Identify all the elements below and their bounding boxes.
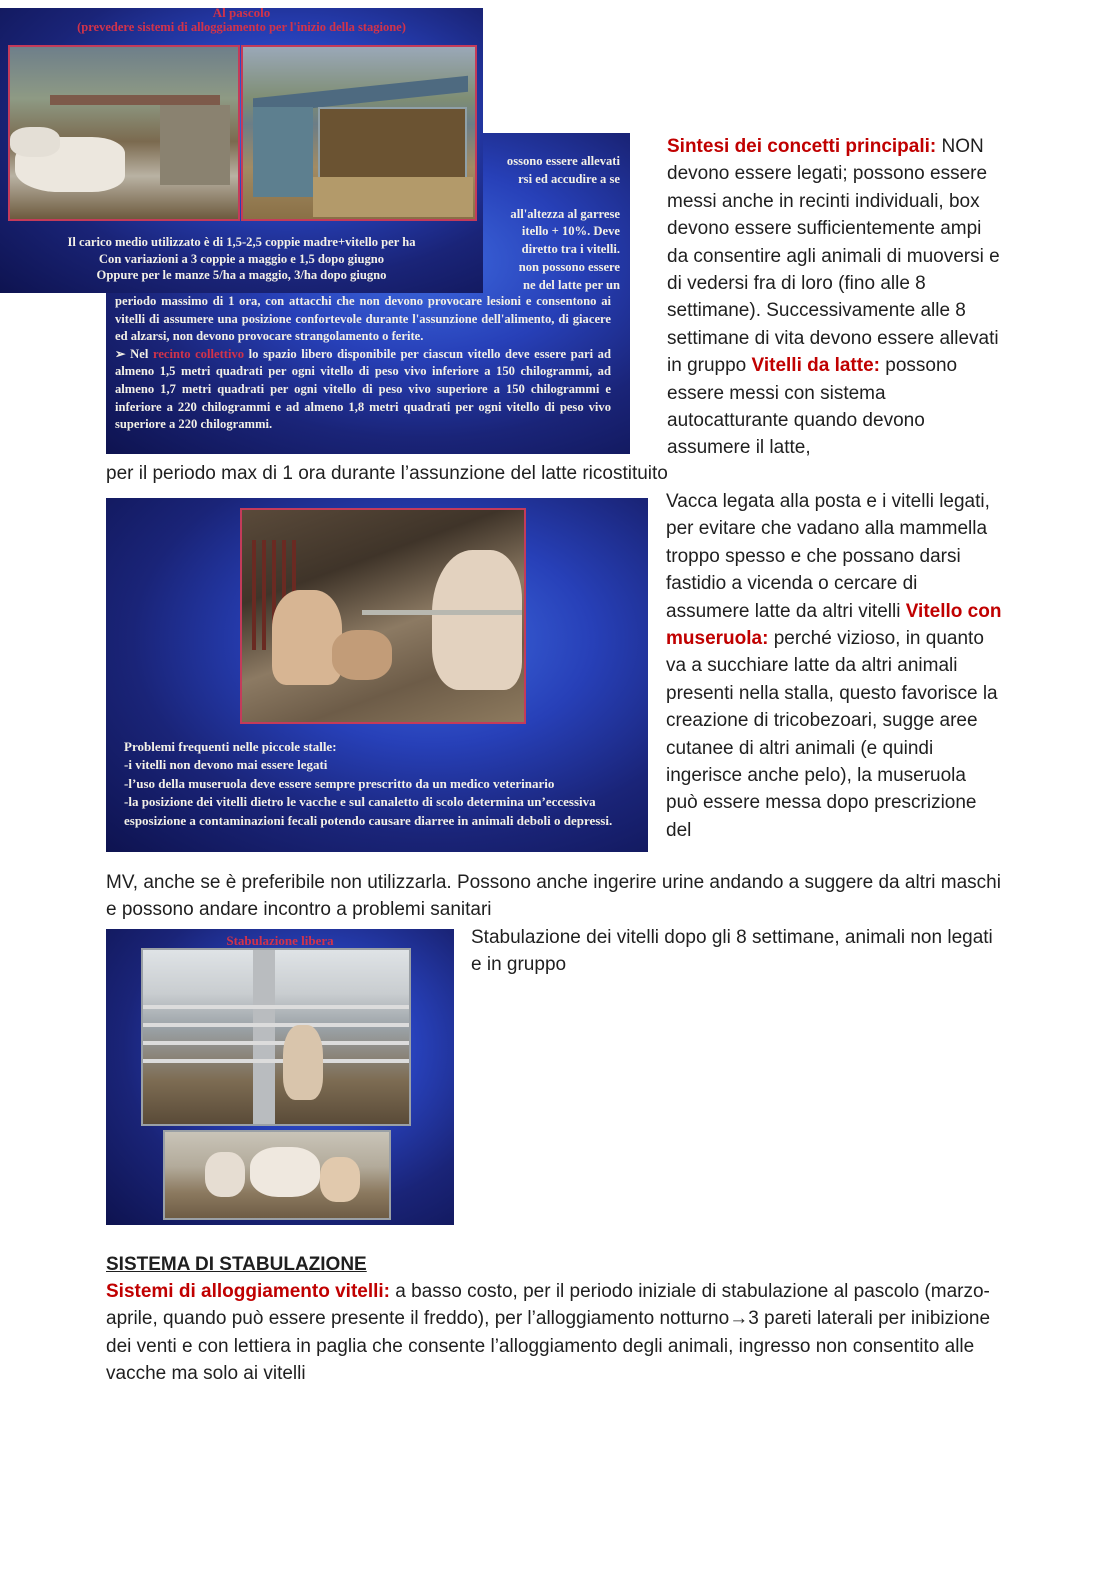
calf-shape xyxy=(320,1157,360,1202)
museruola-continuation: MV, anche se è preferibile non utilizzarla. Possono anche ingerire urine andando a suggere da altri maschi e possono andare incontro a problemi sanitari xyxy=(106,872,1001,921)
vitelli-latte-label: Vitelli da latte: xyxy=(751,355,880,377)
slide-small-stalls xyxy=(106,498,648,852)
free-housing-text: Stabulazione dei vitelli dopo gli 8 settimane, animali non legati e in gruppo xyxy=(471,927,993,976)
tethering-text xyxy=(666,488,1002,844)
slide-para-2 xyxy=(115,346,611,434)
calf-shape xyxy=(205,1152,245,1197)
slide-title: Al pascolo xyxy=(212,8,271,20)
section-label: Sistemi di alloggiamento vitelli: xyxy=(106,1281,390,1302)
slide-right-fragments xyxy=(488,153,620,295)
slide-line: Il carico medio utilizzato è di 1,5-2,5 coppie madre+vitello per ha xyxy=(67,235,416,249)
section-text: a basso costo, per il periodo iniziale di stabulazione al pascolo (marzo-aprile, quando può essere presente il freddo), per l’alloggiamento notturno xyxy=(106,1281,990,1330)
fragment: rsi ed accudire a se xyxy=(518,171,620,186)
para-2-rest: lo spazio libero disponibile per ciascun vitello deve essere pari ad almeno 1,5 metri quadrati per ogni vitello di peso vivo inferiore a 150 chilogrammi, ad almeno 1,7 metri quadrati per ogni vitello di peso vivo superiore a 150 chilogrammi e inferiore a 220 chilogrammi e ad almeno 1,8 metri quadrati per ogni vitello di peso vivo superiore a 220 chilogrammi. xyxy=(115,346,611,432)
arrow-icon: → xyxy=(729,1308,749,1330)
section-heading: SISTEMA DI STABULAZIONE xyxy=(106,1254,367,1275)
summary-continuation: per il periodo max di 1 ora durante l’assunzione del latte ricostituito xyxy=(106,463,668,484)
slide-line: -l’uso della museruola deve essere sempre prescritto da un medico veterinario xyxy=(124,775,555,791)
slide-line: Problemi frequenti nelle piccole stalle: xyxy=(124,739,337,754)
photo-calves-group xyxy=(163,1130,391,1220)
fragment: all'altezza al garrese xyxy=(510,206,620,221)
fragment: ossono essere allevati xyxy=(506,154,620,168)
fragment: diretto tra i vitelli. xyxy=(521,242,620,257)
slide-line: Oppure per le manze 5/ha a maggio, 3/ha dopo giugno xyxy=(96,268,387,282)
slide-title: Stabulazione libera xyxy=(226,933,334,948)
summary-text xyxy=(667,133,1007,462)
slide-lines xyxy=(0,234,483,284)
museruola-body: perché vizioso, in quanto va a succhiare latte da altri animali presenti nella stalla, questo favorisce la creazione di tricobezoari, sugge aree cutanee di altri animali (e quindi ingerisce anche pelo), la museruola può essere messa dopo prescrizione del xyxy=(666,628,998,841)
tethering-body: Vacca legata alla posta e i vitelli legati, per evitare che vadano alla mammella troppo spesso e che possano darsi fastidio a vicenda o cercare di assumere latte da altri vitelli xyxy=(666,491,990,622)
slide-problems xyxy=(124,738,638,830)
highlight: recinto collettivo xyxy=(152,346,245,361)
calf-shape xyxy=(283,1025,323,1100)
pen-rails xyxy=(143,1005,409,1075)
hay xyxy=(313,177,473,217)
summary-label: Sintesi dei concetti principali: xyxy=(667,136,937,157)
calf-shape xyxy=(332,630,392,680)
photo-barn-with-cattle xyxy=(8,45,240,221)
summary-body: NON devono essere legati; possono essere messi anche in recinti individuali, box devono essere sufficientemente ampi da consentire agli animali di muoversi e di vedersi fra di loro (fino alle 8 settimane). Successivamente alle 8 settimane di vita devono essere allevati in gruppo xyxy=(667,136,1000,377)
museruola-label: Vitello con museruola: xyxy=(666,600,1002,650)
cow-shape xyxy=(432,550,522,690)
shelter-opening xyxy=(318,107,467,181)
slide-pasture xyxy=(0,8,483,293)
slide-paragraphs xyxy=(115,293,611,434)
calf-shape xyxy=(250,1147,320,1197)
cow-shape xyxy=(10,127,60,157)
rail xyxy=(362,610,522,615)
fragment: ne del latte per un xyxy=(522,277,620,292)
slide-para-1: periodo massimo di 1 ora, con attacchi che non devono provocare lesioni e consentono ai vitelli di assumere una posizione confortevole durante l'assunzione dell'alimento, di giacere ed alzarsi, non devono provocare strangolamento o ferite. xyxy=(115,294,611,344)
vitelli-latte-body: possono essere messi con sistema autocatturante quando devono assumere il latte, xyxy=(667,355,958,459)
bullet: ➢ Nel xyxy=(115,346,149,361)
slide-line: -i vitelli non devono mai essere legati xyxy=(124,757,328,773)
slide-line: -la posizione dei vitelli dietro le vacche e sul canaletto di scolo determina un’eccessiva esposizione a contaminazioni fecali potendo causare diarree in animali deboli o depressi. xyxy=(124,794,613,828)
barn-roof xyxy=(50,95,220,105)
section-body xyxy=(106,1278,1006,1388)
photo-free-stall xyxy=(141,948,411,1126)
section-text-after: 3 pareti laterali per inibizione dei venti e con lettiera in paglia che consente l’alloggiamento degli animali, ingresso non consentito alle vacche ma solo ai vitelli xyxy=(106,1308,991,1385)
slide-subtitle: (prevedere sistemi di alloggiamento per l'inizio della stagione) xyxy=(77,20,406,34)
slide-line: Con variazioni a 3 coppie a maggio e 1,5 dopo giugno xyxy=(98,251,385,266)
fragment: itello + 10%. Deve xyxy=(521,224,620,239)
slide-free-housing xyxy=(106,929,454,1225)
photo-shelter xyxy=(241,45,477,221)
barn-wall xyxy=(160,105,230,185)
shelter-wall xyxy=(253,107,313,197)
fragment: non possono essere xyxy=(518,259,620,274)
calf-shape xyxy=(272,590,342,685)
photo-stall-calves xyxy=(240,508,526,724)
